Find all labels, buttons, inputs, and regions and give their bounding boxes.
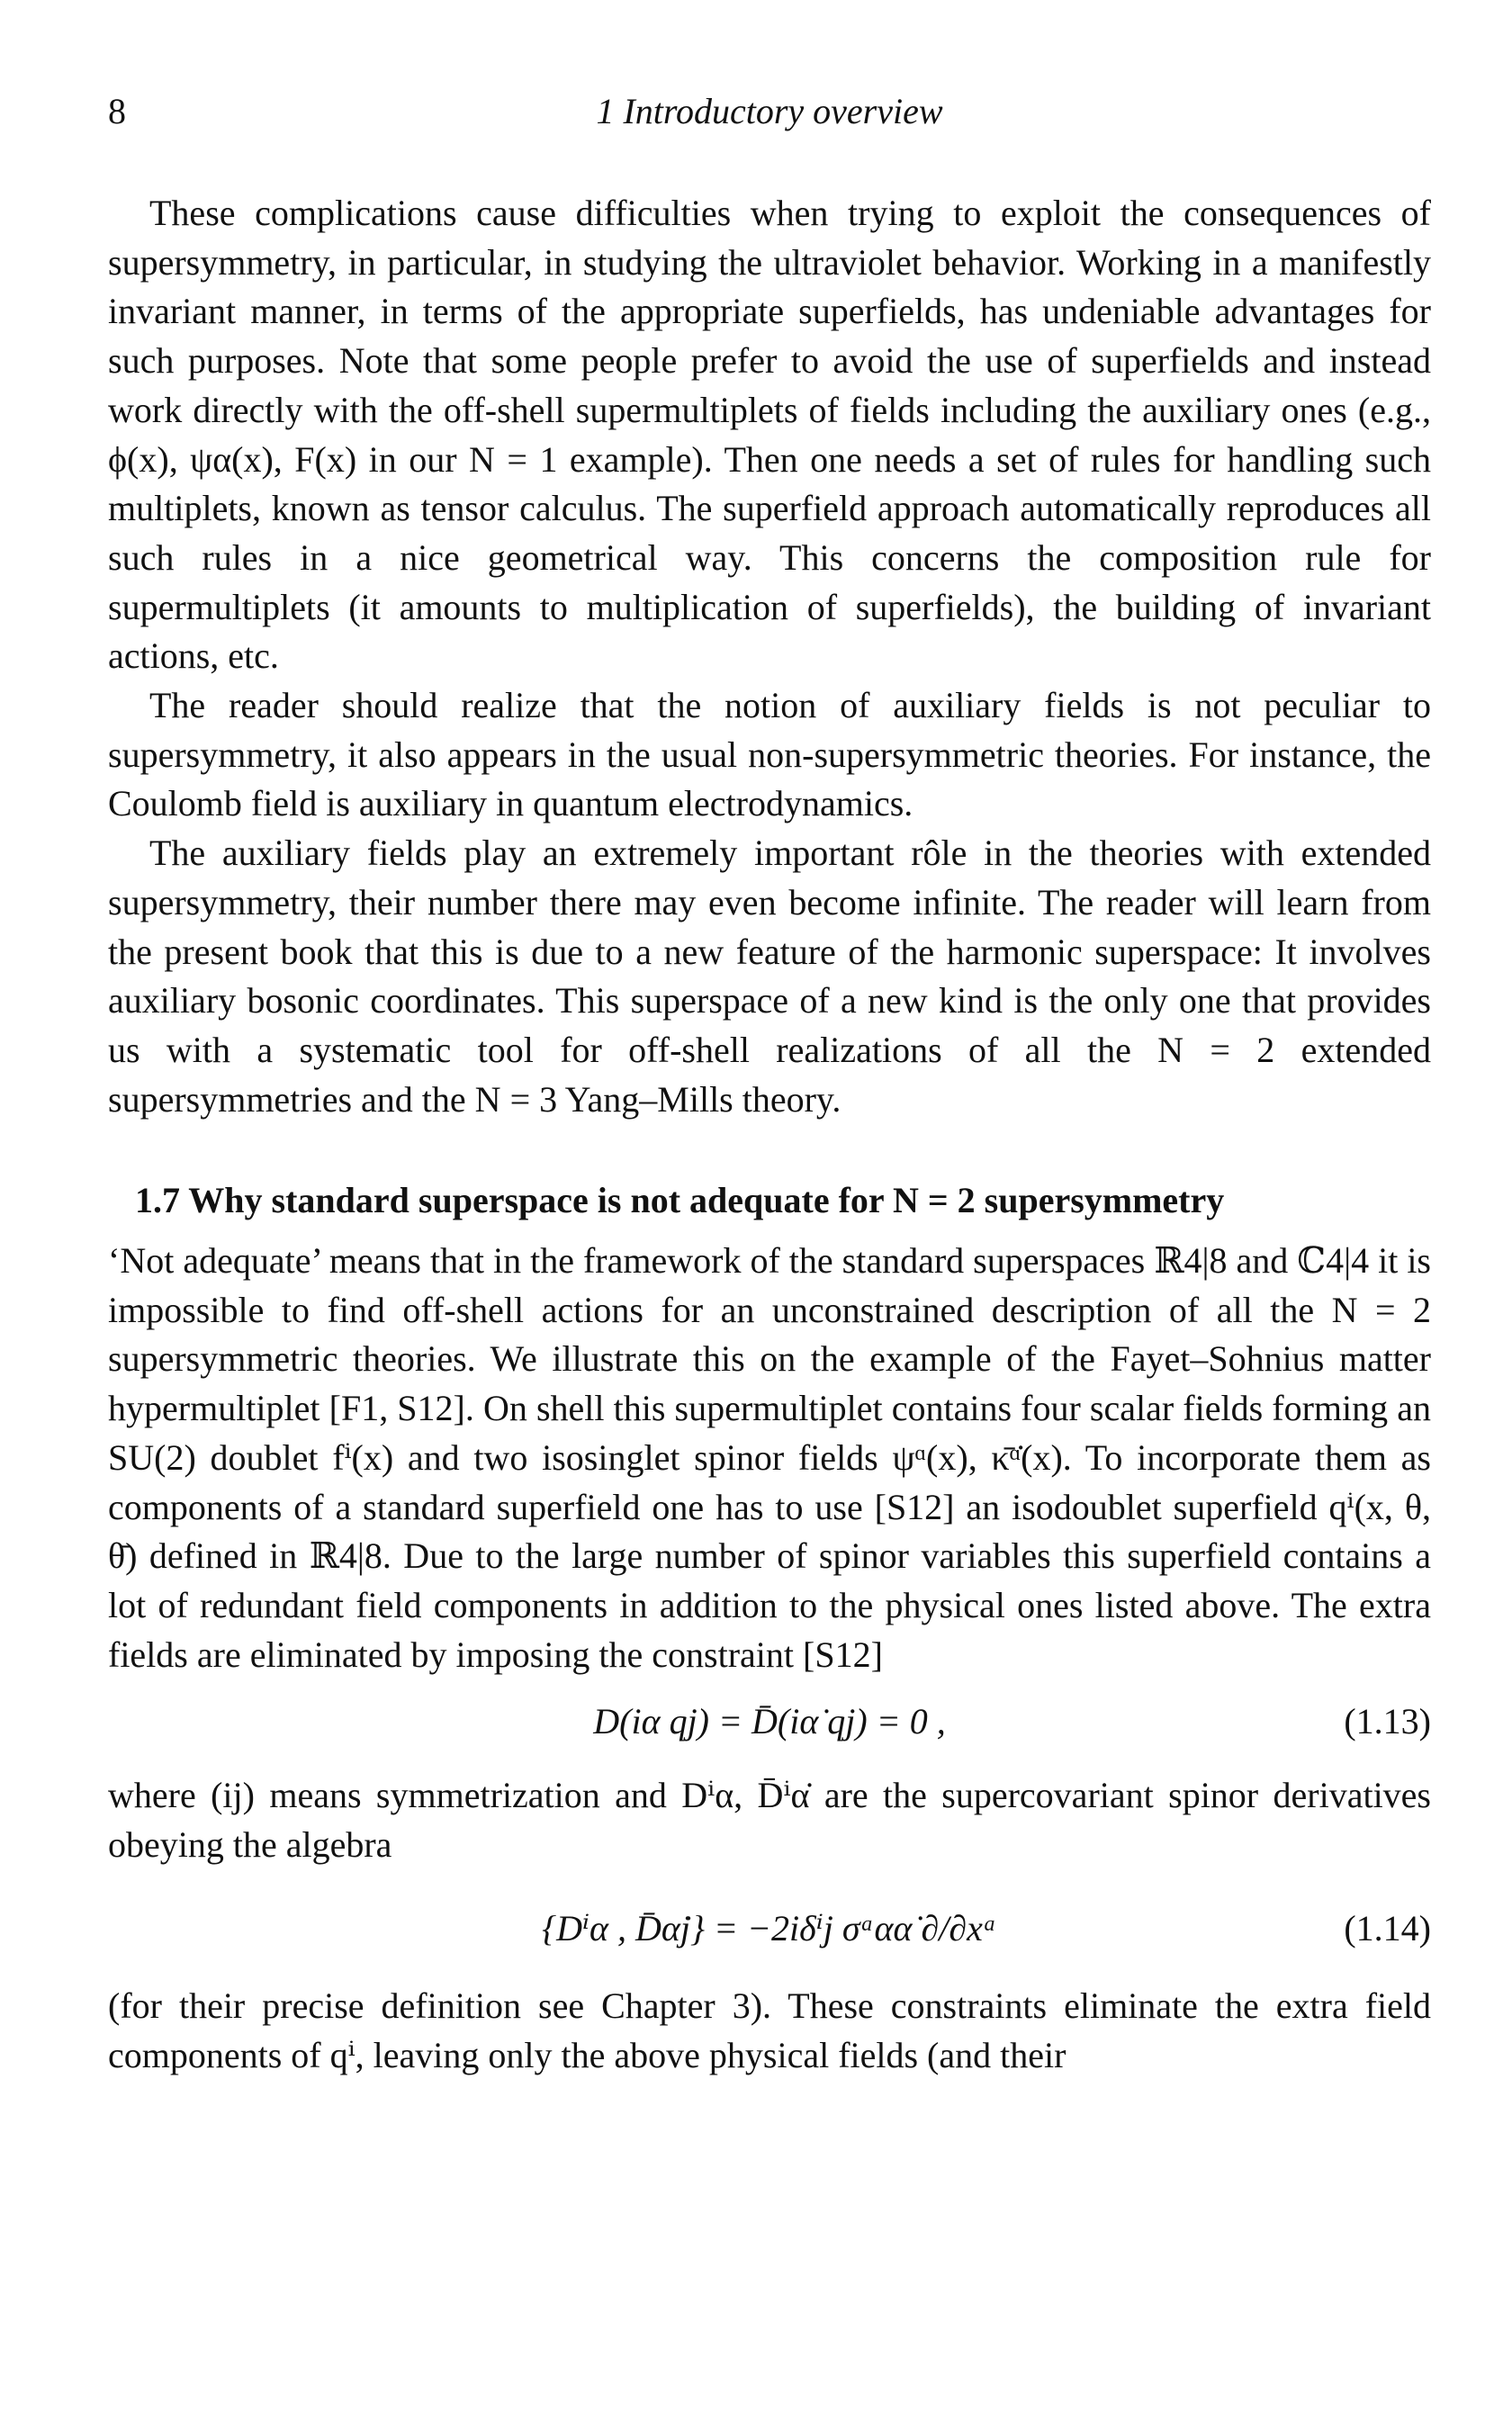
equation-1-14 [108,1877,1431,1976]
page-header [108,90,1431,144]
paragraph: (for their precise definition see Chapter 3). These constraints eliminate the extra field components of qⁱ, leaving only the above physical fields (and their [108,1984,1431,2075]
equation-formula: D(iα qj) = D̄(iα̇ qj) = 0 , [593,1701,946,1742]
paragraph: where (ij) means symmetrization and Dⁱα, D̄ⁱα̇ are the supercovariant spinor derivatives obeying the algebra [108,1775,1431,1866]
paragraph: The auxiliary fields play an extremely important rôle in the theories with extended supersymmetry, their number there may even become infinite. The reader will learn from the present book that this is due to a new feature of the harmonic superspace: It involves auxiliary bosonic coordinates. This superspace of a new kind is the only one that provides us with a systematic tool for off-shell realizations of all the N = 2 extended supersymmetries and the N = 3 Yang–Mills theory. [108,832,1431,1120]
page [108,90,1431,2080]
text-body [108,189,1431,2080]
running-title: 1 Introductory overview [596,91,943,131]
equation-1-13 [108,1687,1431,1766]
section-heading: 1.7 Why standard superspace is not adequate for N = 2 supersymmetry [135,1180,1225,1221]
paragraph: The reader should realize that the notion of auxiliary fields is not peculiar to supersymmetry, it also appears in the usual non-supersymmetric theories. For instance, the Coulomb field is auxiliary in quantum electrodynamics. [108,685,1431,824]
page-number: 8 [108,91,126,131]
equation-number: (1.13) [1344,1701,1431,1742]
equation-number: (1.14) [1344,1907,1431,1948]
equation-formula: {Dⁱα , D̄α̇j} = −2iδⁱj σᵃαα̇ ∂/∂xᵃ [542,1907,997,1948]
paragraph: These complications cause difficulties when trying to exploit the consequences of supersymmetry, in particular, in studying the ultraviolet behavior. Working in a manifestly invariant manner, in terms of the appropriate superfields, has undeniable advantages for such purposes. Note that some people prefer to avoid the use of superfields and instead work directly with the off-shell supermultiplets of fields including the auxiliary ones (e.g., ϕ(x), ψα(x), F(x) in our N = 1 example). Then one needs a set of rules for handling such multiplets, known as tensor calculus. The superfield approach automatically reproduces all such rules in a nice geometrical way. This concerns the composition rule for supermultiplets (it amounts to multiplication of superfields), the building of invariant actions, etc. [108,193,1431,677]
paragraph: ‘Not adequate’ means that in the framework of the standard superspaces ℝ4|8 and ℂ4|4 it is impossible to find off-shell actions for an unconstrained description of all the N = 2 supersymmetric theories. We illustrate this on the example of the Fayet–Sohnius matter hypermultiplet [F1, S12]. On shell this supermultiplet contains four scalar fields forming an SU(2) doublet fⁱ(x) and two isosinglet spinor fields ψᵅ(x), κ̄ᵅ̇(x). To incorporate them as components of a standard superfield one has to use [S12] an isodoublet superfield qⁱ(x, θ, θ̄) defined in ℝ4|8. Due to the large number of spinor variables this superfield contains a lot of redundant field components in addition to the physical ones listed above. The extra fields are eliminated by imposing the constraint [S12] [108,1240,1431,1675]
